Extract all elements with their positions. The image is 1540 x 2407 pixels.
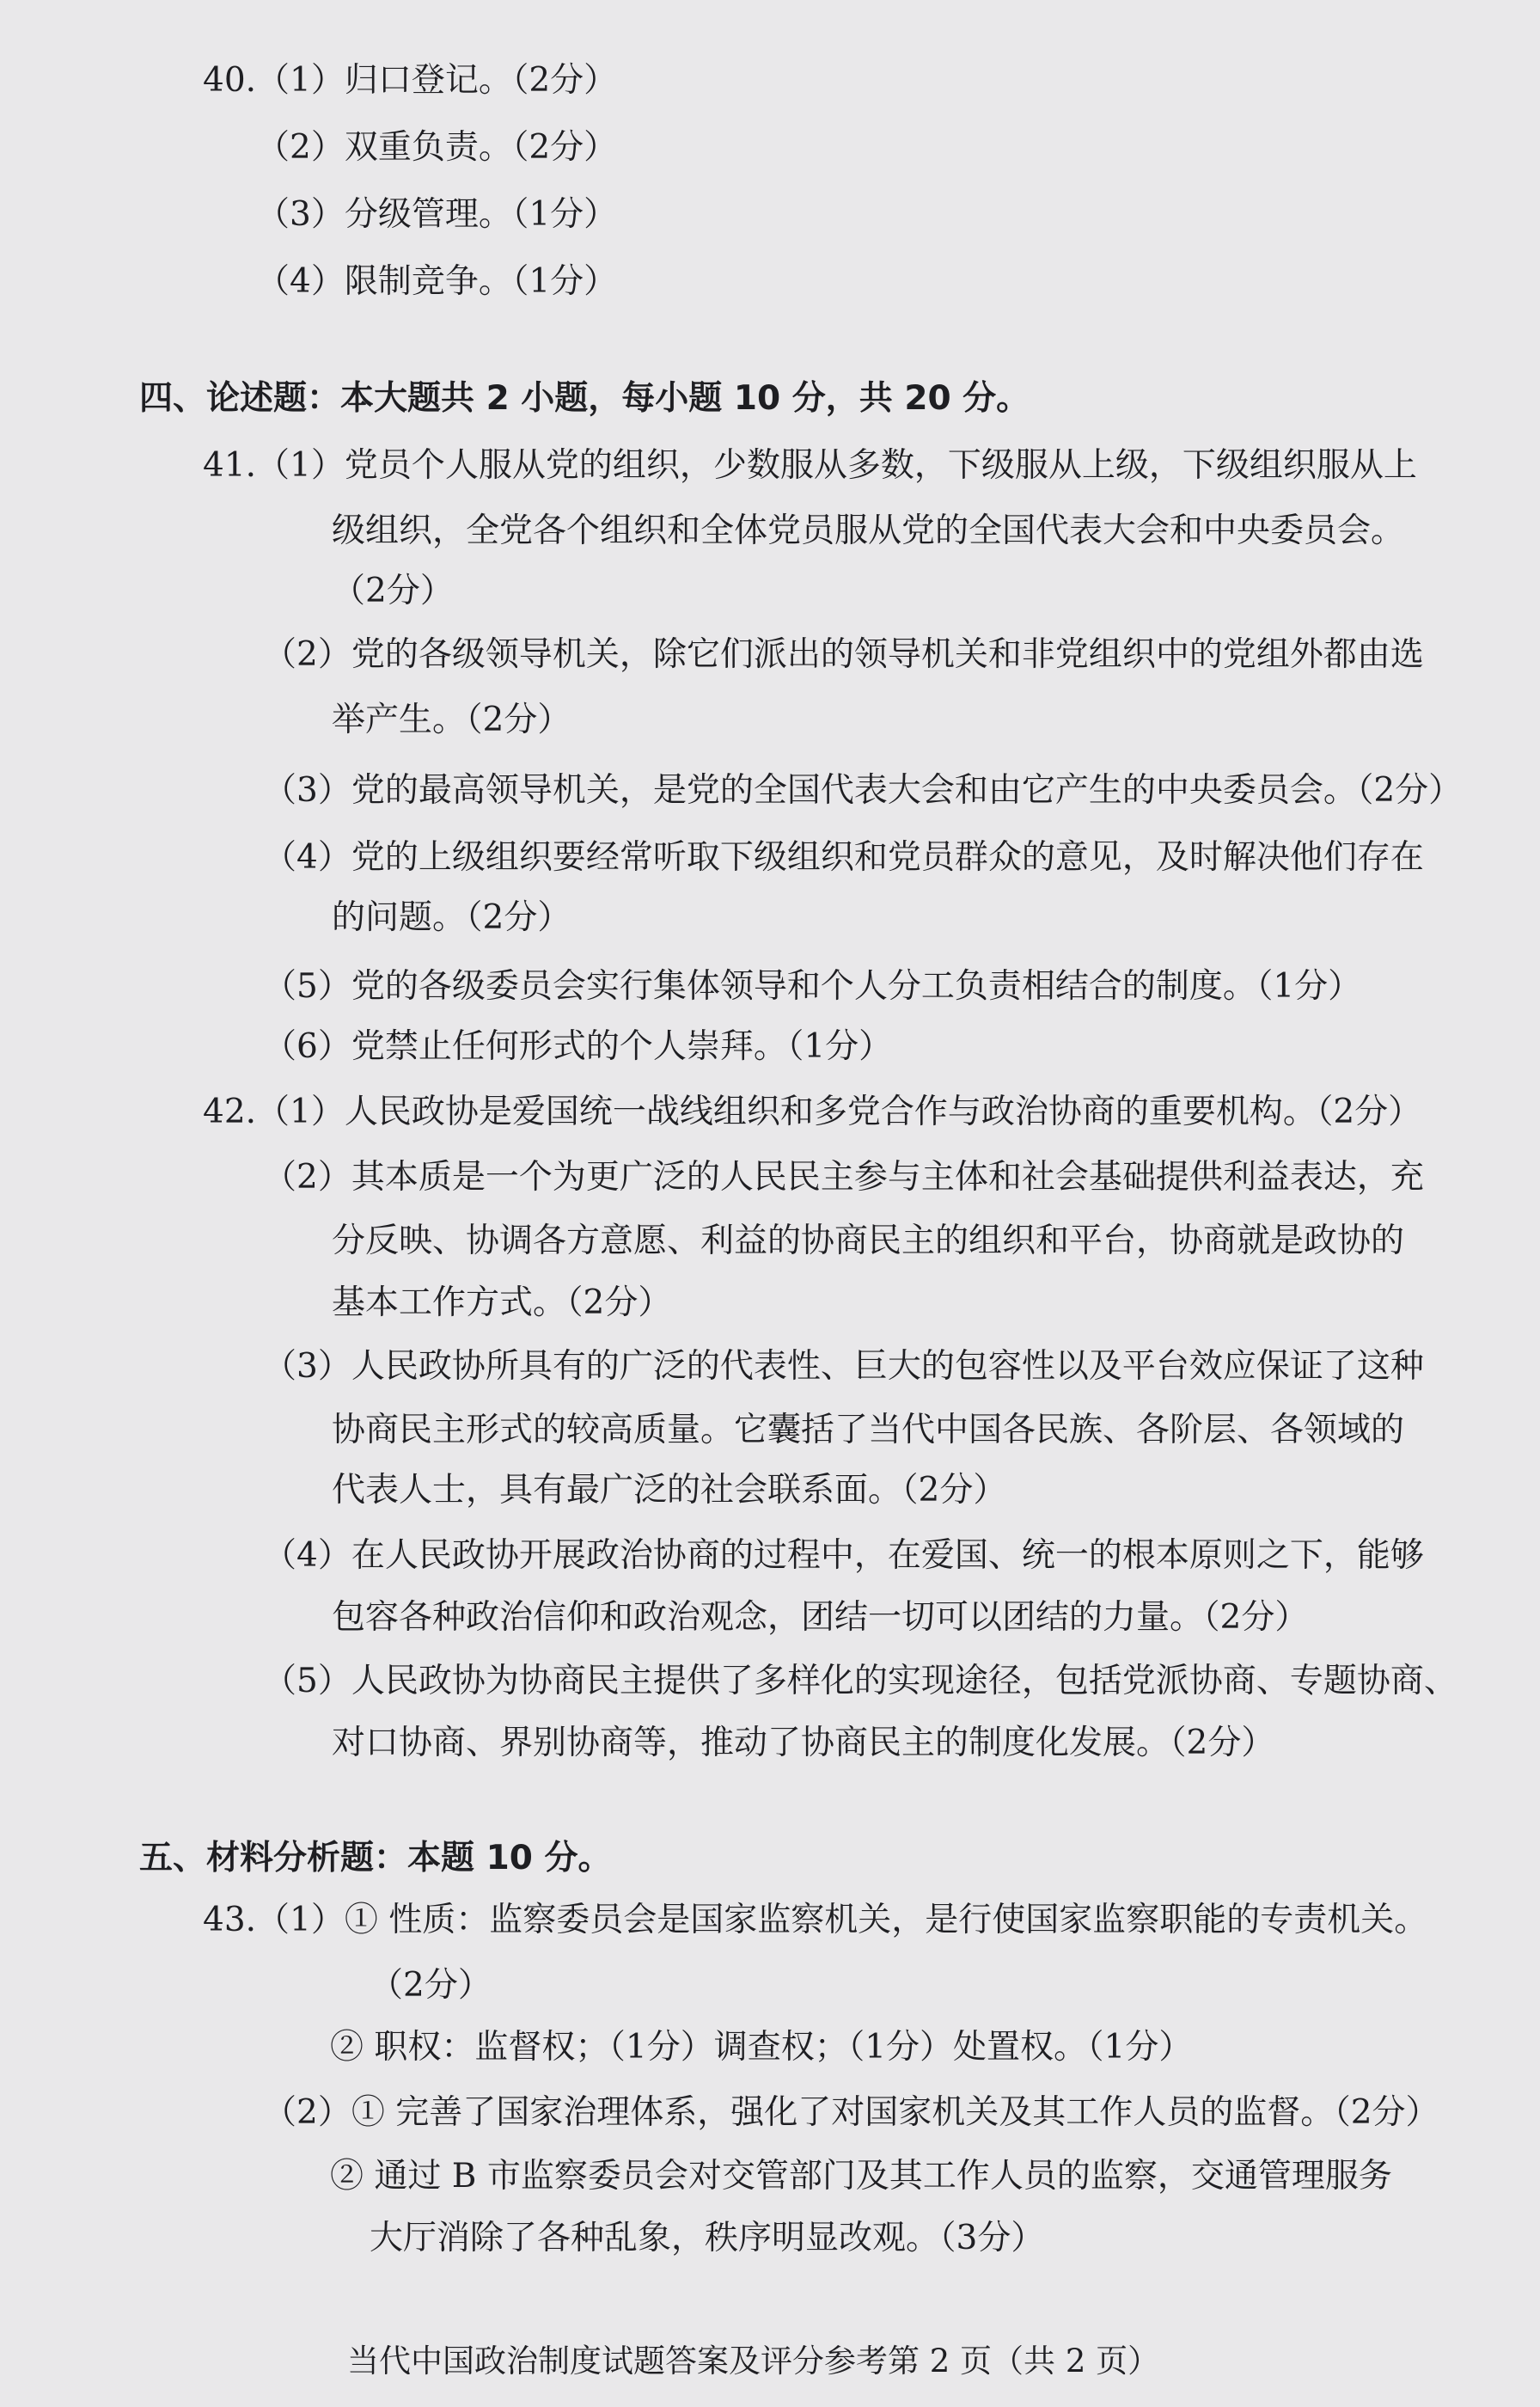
q43-line-1-text: （1）① 性质：监察委员会是国家监察机关，是行使国家监察职能的专责机关。 xyxy=(256,1901,1428,1939)
q41-line-4: （2）党的各级领导机关，除它们派出的领导机关和非党组织中的党组外都由选 xyxy=(263,635,1424,674)
q41-line-8: 的问题。（2分） xyxy=(332,898,571,937)
q42-line-1-text: （1）人民政协是爱国统一战线组织和多党合作与政治协商的重要机构。（2分） xyxy=(256,1093,1422,1131)
section-4-heading xyxy=(139,378,1030,420)
q41-line-9: （5）党的各级委员会实行集体领导和个人分工负责相结合的制度。（1分） xyxy=(263,967,1362,1006)
q40-item-1-text: （1）归口登记。（2分） xyxy=(256,61,618,100)
section-5-heading xyxy=(139,1838,611,1879)
section-5-label: 五、材料分析题： xyxy=(139,1839,408,1877)
q41-line-1-text: （1）党员个人服从党的组织，少数服从多数，下级服从上级，下级组织服从上 xyxy=(256,446,1417,485)
q40-item-3: （3）分级管理。（1分） xyxy=(256,195,618,234)
q42-line-5: （3）人民政协所具有的广泛的代表性、巨大的包容性以及平台效应保证了这种 xyxy=(263,1347,1424,1386)
q43-line-2: （2分） xyxy=(370,1966,492,2005)
section-4-desc: 本大题共 2 小题，每小题 10 分，共 20 分。 xyxy=(340,379,1030,418)
q42-line-1 xyxy=(203,1092,1421,1133)
q41-line-3: （2分） xyxy=(332,572,454,610)
q40-number: 40. xyxy=(203,61,257,100)
q42-line-2: （2）其本质是一个为更广泛的人民民主参与主体和社会基础提供利益表达，充 xyxy=(263,1158,1424,1197)
page-footer: 当代中国政治制度试题答案及评分参考第 2 页（共 2 页） xyxy=(347,2343,1160,2379)
section-4-label: 四、论述题： xyxy=(139,379,341,418)
q42-line-11: 对口协商、界别协商等，推动了协商民主的制度化发展。（2分） xyxy=(332,1724,1275,1762)
q42-line-4: 基本工作方式。（2分） xyxy=(332,1283,672,1322)
q42-line-7: 代表人士，具有最广泛的社会联系面。（2分） xyxy=(332,1471,1007,1510)
q41-line-2: 级组织，全党各个组织和全体党员服从党的全国代表大会和中央委员会。 xyxy=(332,511,1405,550)
q42-number: 42. xyxy=(203,1093,257,1131)
q43-number: 43. xyxy=(203,1901,257,1939)
q43-line-3: ② 职权：监督权；（1分）调查权；（1分）处置权。（1分） xyxy=(330,2028,1193,2067)
q42-line-6: 协商民主形式的较高质量。它囊括了当代中国各民族、各阶层、各领域的 xyxy=(332,1411,1405,1449)
q40-item-4: （4）限制竞争。（1分） xyxy=(256,262,618,301)
q41-number: 41. xyxy=(203,446,257,485)
q42-line-3: 分反映、协调各方意愿、利益的协商民主的组织和平台，协商就是政协的 xyxy=(332,1222,1405,1260)
q43-line-4: （2）① 完善了国家治理体系，强化了对国家机关及其工作人员的监督。（2分） xyxy=(263,2093,1439,2132)
q41-line-5: 举产生。（2分） xyxy=(332,701,571,739)
q41-line-6: （3）党的最高领导机关，是党的全国代表大会和由它产生的中央委员会。（2分） xyxy=(263,771,1463,810)
q41-line-7: （4）党的上级组织要经常听取下级组织和党员群众的意见，及时解决他们存在 xyxy=(263,838,1424,877)
section-5-desc: 本题 10 分。 xyxy=(407,1839,612,1877)
q42-line-10: （5）人民政协为协商民主提供了多样化的实现途径，包括党派协商、专题协商、 xyxy=(263,1662,1458,1700)
q40-item-2: （2）双重负责。（2分） xyxy=(256,128,618,167)
q43-line-1 xyxy=(203,1900,1427,1941)
q42-line-9: 包容各种政治信仰和政治观念，团结一切可以团结的力量。（2分） xyxy=(332,1598,1309,1637)
q40-item-1 xyxy=(203,60,617,101)
q43-line-6: 大厅消除了各种乱象，秩序明显改观。（3分） xyxy=(370,2219,1045,2257)
q42-line-8: （4）在人民政协开展政治协商的过程中，在爱国、统一的根本原则之下，能够 xyxy=(263,1536,1424,1575)
q43-line-5: ② 通过 B 市监察委员会对交管部门及其工作人员的监察，交通管理服务 xyxy=(330,2157,1392,2196)
q41-line-1 xyxy=(203,445,1417,487)
q41-line-10: （6）党禁止任何形式的个人崇拜。（1分） xyxy=(263,1027,893,1066)
